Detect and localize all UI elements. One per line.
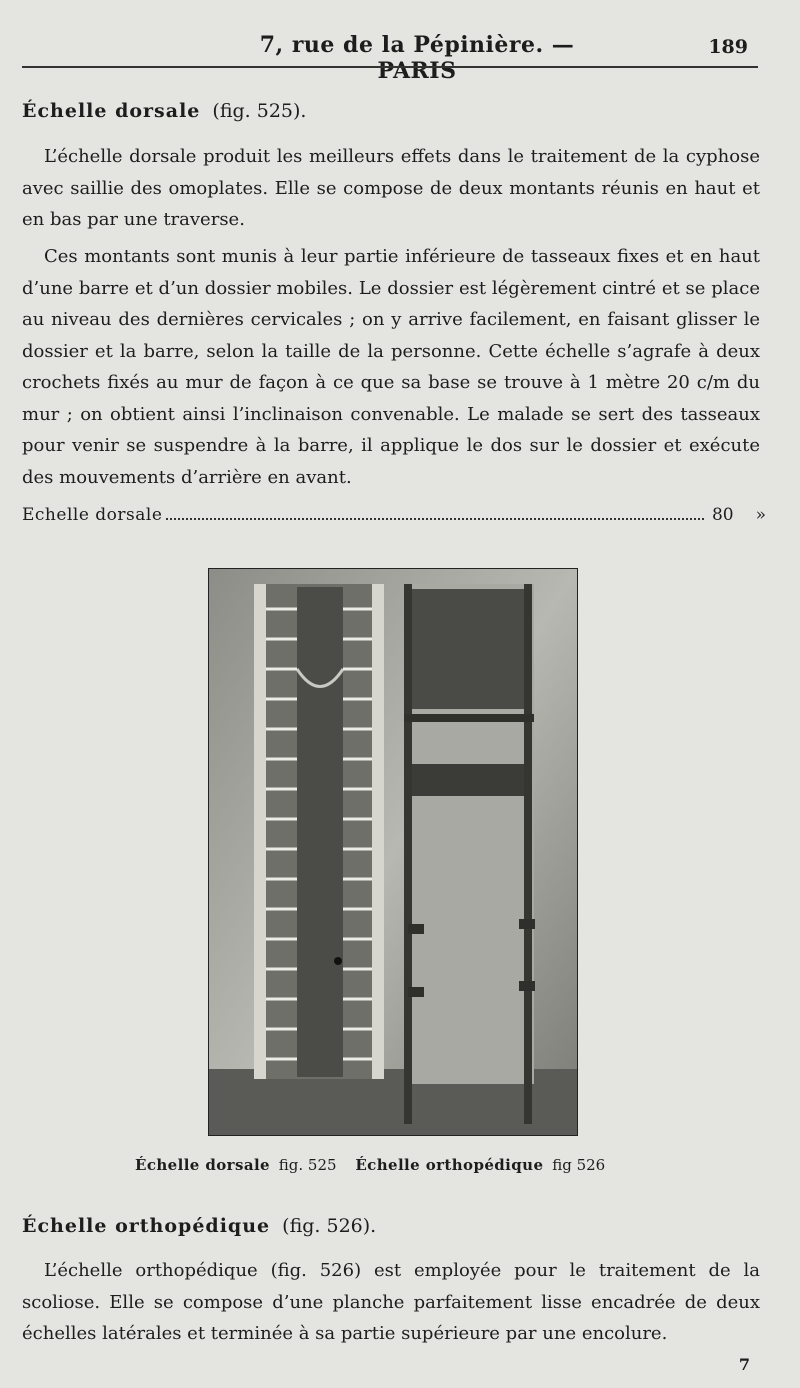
caption-right-fig: fig 526 <box>552 1156 606 1174</box>
signature-mark: 7 <box>738 1355 750 1374</box>
figure-caption <box>135 1156 675 1174</box>
running-head <box>22 30 758 84</box>
caption-left-label: Échelle dorsale <box>135 1156 270 1174</box>
paragraph-dorsale-details: Ces montants sont munis à leur partie inférieure de tasseaux fixes et en haut d’une barre et d’un dossier mobiles. Le dossier est légèrement cintré et se place au niveau des dernières cervicales ; on y arrive facilement, en faisant glisser le dossier et la barre, selon la taille de la personne. Cette échelle s’agrafe à deux crochets fixés au mur de façon à ce que sa base se trouve à 1 mètre 20 c/m du mur ; on obtient ainsi l’inclinaison convenable. Le malade se sert des tasseaux pour venir se suspendre à la barre, il applique le dos sur le dossier et exécute des mouvements d’arrière en avant. <box>22 246 760 488</box>
figure-photograph <box>208 568 578 1136</box>
price-ditto-mark: » <box>755 505 766 525</box>
section-fig-ref: (fig. 526). <box>282 1215 377 1237</box>
header-address: 7, rue de la Pépinière. — PARIS <box>259 32 575 84</box>
price-item-name: Echelle dorsale <box>22 505 163 525</box>
page-number: 189 <box>708 36 748 58</box>
section-title-text: Échelle orthopédique <box>22 1215 271 1237</box>
caption-left-fig: fig. 525 <box>278 1156 337 1174</box>
paragraph-dorsale-intro: L’échelle dorsale produit les meilleurs effets dans le traitement de la cyphose avec saillie des omoplates. Elle se compose de deux montants réunis en haut et en bas par une traverse. <box>22 146 760 230</box>
price-line <box>22 505 766 529</box>
leader-dots <box>166 518 704 520</box>
section-title-text: Échelle dorsale <box>22 100 201 122</box>
ladder-photo-illustration <box>209 569 577 1135</box>
section-fig-ref: (fig. 525). <box>212 100 307 122</box>
paragraph-orthopedique: L’échelle orthopédique (fig. 526) est employée pour le traitement de la scoliose. Elle se compose d’une planche parfaitement lisse encadrée de deux échelles latérales et terminée à sa partie supérieure par une encolure. <box>22 1260 760 1344</box>
header-rule <box>22 66 758 68</box>
price-amount: 80 <box>711 505 734 525</box>
section-title-echelle-dorsale <box>22 100 306 122</box>
section-title-echelle-orthopedique <box>22 1215 376 1237</box>
caption-right-label: Échelle orthopédique <box>355 1156 544 1174</box>
